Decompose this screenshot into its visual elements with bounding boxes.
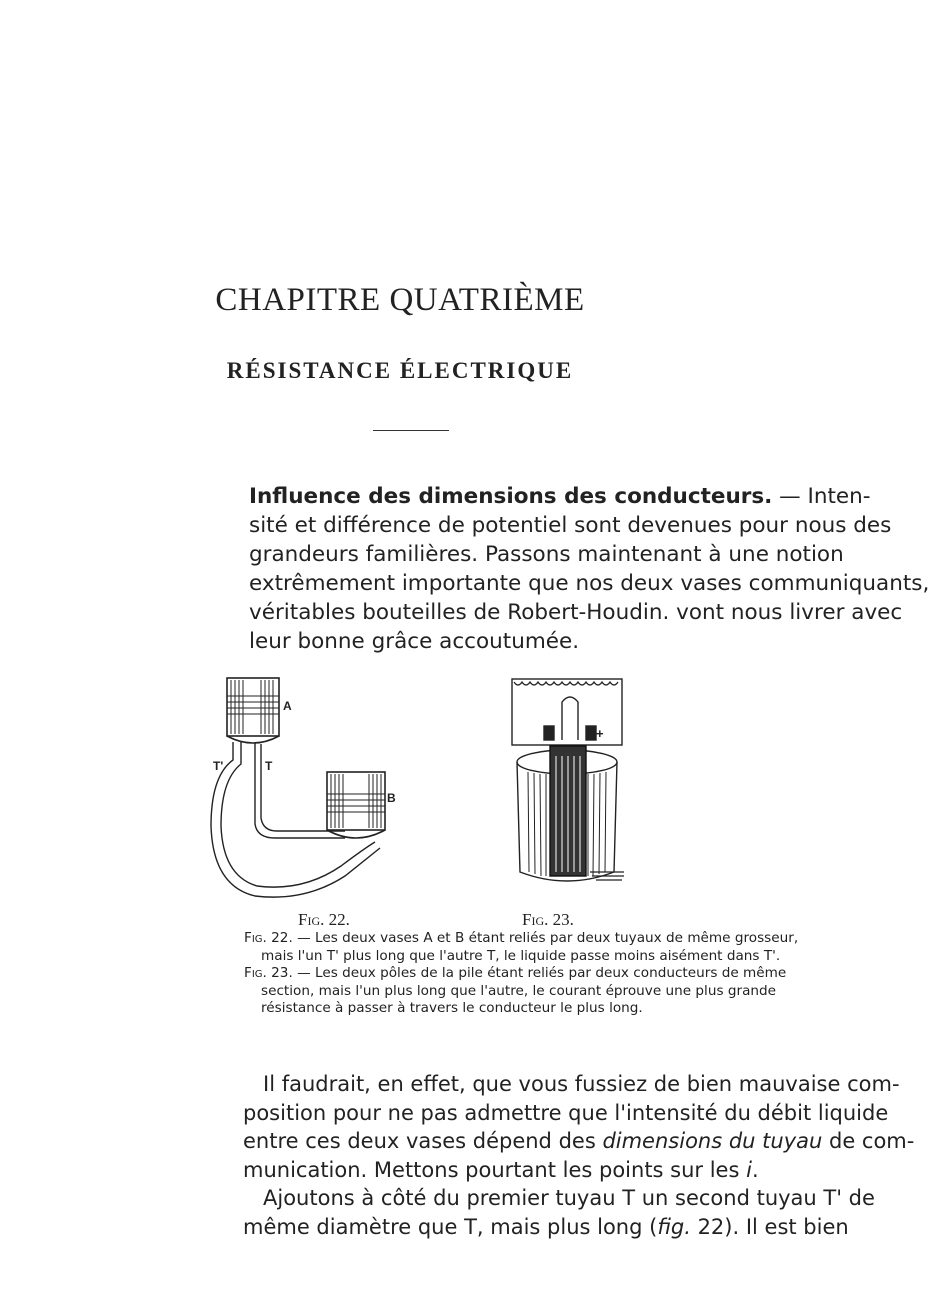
chapter-title: CHAPITRE QUATRIÈME xyxy=(215,282,585,318)
intro-line-5: véritables bouteilles de Robert-Houdin. vont nous livrer avec xyxy=(249,600,903,625)
body-p1-line-4 xyxy=(243,1156,759,1185)
label-t: T xyxy=(265,759,273,773)
body-p2-line-2 xyxy=(243,1213,849,1242)
intro-paragraph xyxy=(249,482,929,656)
caption-fig23-text-1: — Les deux pôles de la pile étant reliés par deux conducteurs de même xyxy=(292,965,787,981)
intro-line-4: extrêmement importante que nos deux vases communiquants, xyxy=(249,571,929,596)
caption-fig22-prefix: Fig. 22. xyxy=(244,930,293,946)
label-b: B xyxy=(387,791,396,805)
body-p1-line-4-a: munication. Mettons pourtant les points sur les xyxy=(243,1157,747,1182)
caption-fig23-line-2: section, mais l'un plus long que l'autre, le courant éprouve une plus grande xyxy=(261,982,777,999)
body-p2-line-2-a: même diamètre que T, mais plus long ( xyxy=(243,1214,658,1239)
label-a: A xyxy=(283,699,292,713)
body-p1-line-2: position pour ne pas admettre que l'intensité du débit liquide xyxy=(243,1100,889,1125)
title-divider xyxy=(373,430,449,431)
body-p1-line-1: Il faudrait, en effet, que vous fussiez de bien mauvaise com- xyxy=(263,1072,900,1096)
plus-pole-icon: + xyxy=(596,726,604,741)
body-p2-fig-ref: fig. xyxy=(657,1214,691,1239)
intro-line-3: grandeurs familières. Passons maintenant à une notion xyxy=(249,542,844,567)
body-paragraphs xyxy=(243,1070,915,1241)
fig23-label: Fig. 23. xyxy=(522,910,574,929)
body-p1-line-3-a: entre ces deux vases dépend des xyxy=(243,1129,603,1153)
caption-fig23-prefix: Fig. 23. xyxy=(244,965,293,981)
body-p1-line-3 xyxy=(243,1127,915,1156)
body-p1-line-3-b: de com- xyxy=(822,1129,915,1153)
caption-fig22 xyxy=(244,930,799,965)
caption-fig23 xyxy=(244,965,787,1018)
caption-fig22-line-2: mais l'un T' plus long que l'autre T, le liquide passe moins aisément dans T'. xyxy=(261,947,781,964)
body-p1-period: . xyxy=(751,1157,759,1182)
intro-heading: Influence des dimensions des conducteurs. xyxy=(249,484,773,509)
body-p2-line-1: Ajoutons à côté du premier tuyau T un second tuyau T' de xyxy=(263,1186,875,1210)
intro-dash: — xyxy=(772,484,808,509)
intro-line-2: sité et différence de potentiel sont devenues pour nous des xyxy=(249,513,892,538)
intro-line-6: leur bonne grâce accoutumée. xyxy=(249,629,580,654)
figure-23-battery xyxy=(500,676,635,888)
body-p2-line-2-b: 22). Il est bien xyxy=(690,1214,849,1239)
caption-fig22-text-1: — Les deux vases A et B étant reliés par deux tuyaux de même grosseur, xyxy=(292,930,799,946)
fig22-label: Fig. 22. xyxy=(298,910,350,929)
intro-line1-rest: Inten- xyxy=(807,484,871,509)
label-t-prime: T' xyxy=(213,759,224,773)
intro-line-1 xyxy=(249,482,871,511)
caption-fig23-line-1 xyxy=(244,965,787,983)
section-title: RÉSISTANCE ÉLECTRIQUE xyxy=(226,358,574,383)
caption-fig22-line-1 xyxy=(244,930,799,948)
caption-fig23-line-3: résistance à passer à travers le conducteur le plus long. xyxy=(261,1000,643,1016)
body-p1-italic-i: i xyxy=(746,1157,752,1182)
body-p1-emphasis: dimensions du tuyau xyxy=(602,1129,823,1153)
figure-22-communicating-vessels xyxy=(195,676,435,906)
fig22-drawing xyxy=(195,676,435,906)
fig23-drawing xyxy=(500,676,635,888)
